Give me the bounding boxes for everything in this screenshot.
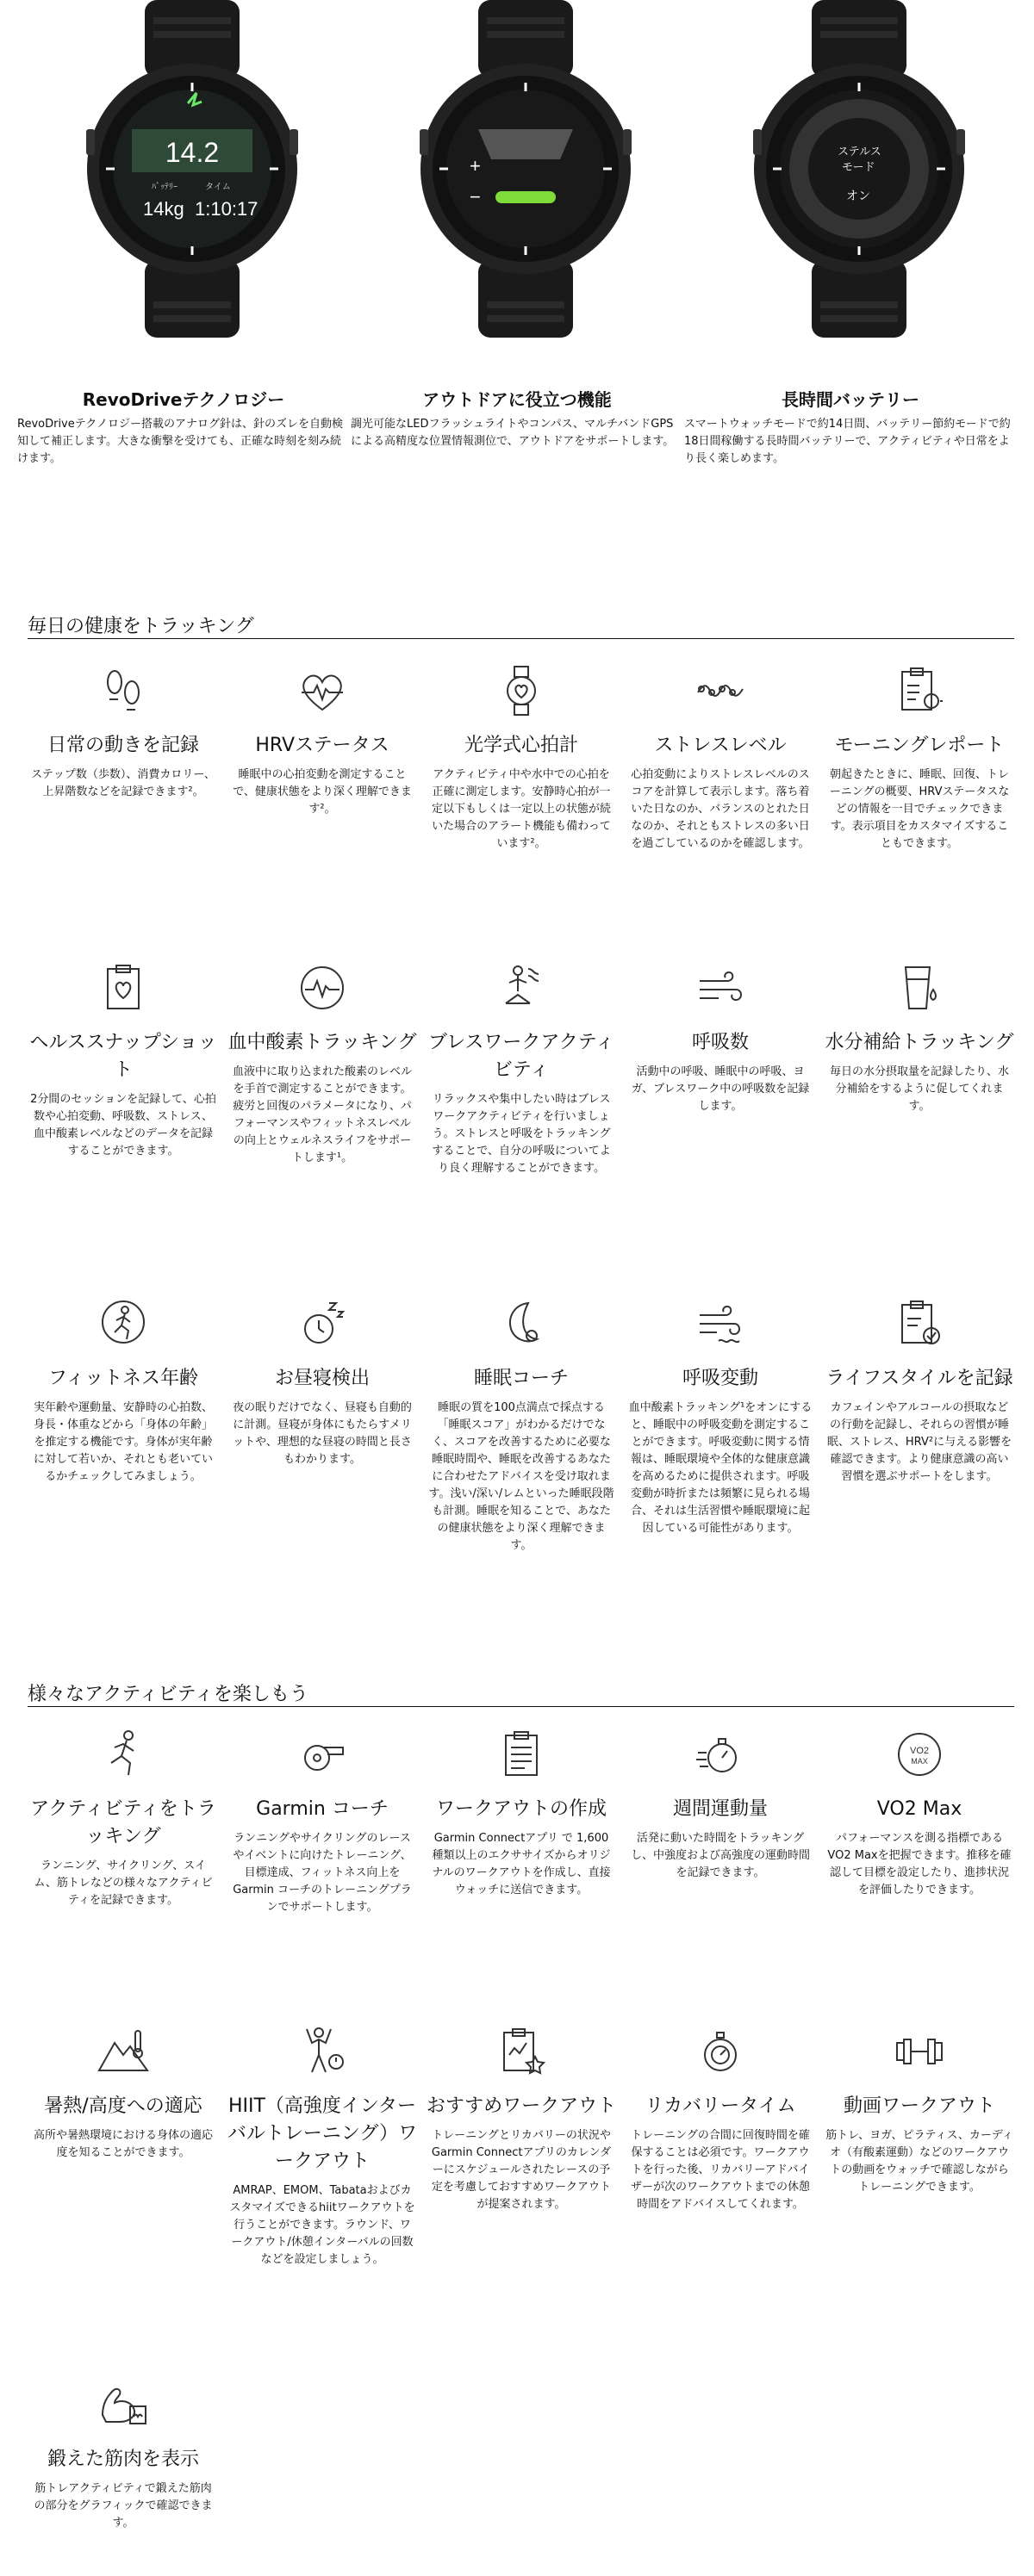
svg-text:VO2: VO2	[909, 1746, 930, 1756]
feature-title: 光学式心拍計	[464, 735, 578, 756]
lifestyle-log-icon	[892, 1296, 947, 1351]
running-figure-icon	[96, 1296, 151, 1351]
feature-title: ワークアウトの作成	[435, 1798, 607, 1820]
feature-description: 睡眠中の心拍変動を測定することで、健康状態をより深く理解できます²。	[233, 768, 412, 816]
svg-text:MAX: MAX	[911, 1757, 928, 1766]
feature-description: 血中酸素トラッキング¹をオンにすると、睡眠中の呼吸変動を測定することができます。呼吸変動に関する情報は、睡眠環境や全体的な健康意識を高めるために提供されます。呼吸変動が時折または頻繁に見られる場合、それは生活習慣や睡眠環境に起因している可能性があります。	[628, 1401, 813, 1535]
feature-description: 活発に動いた時間をトラッキングし、中強度および高強度の運動時間を記録できます。	[630, 1832, 810, 1879]
feature-vo2max	[822, 1727, 1017, 1899]
whistle-icon	[295, 1727, 350, 1782]
feature-description: AMRAP、EMOM、Tabataおよびカスタマイズできるhiitワークアウトを行うことができます。ラウンド、ワークアウト/休憩インターバルの回数などを設定しましょう。	[229, 2184, 415, 2266]
feature-workout-builder	[424, 1727, 619, 1899]
feature-description: ランニング、サイクリング、スイム、筋トレなどの様々なアクティビティを記録できます。	[34, 1859, 213, 1907]
feature-animated-workouts	[822, 2024, 1017, 2196]
feature-activity-tracking	[26, 1727, 221, 1909]
section-divider	[28, 638, 1014, 639]
feature-description: 実年齢や運動量、安静時の心拍数、身長・体重などから「身体の年齢」を推定する機能です。身体が実年齢に対して若いか、それとも老いているかチェックしてみましょう。	[33, 1401, 213, 1483]
feature-description: トレーニングとリカバリーの状況やGarmin Connectアプリのカレンダーにスケジュールされたレースの予定を考慮しておすすめワークアウトが提案されます。	[431, 2129, 612, 2211]
feature-description: 活動中の呼吸、睡眠中の呼吸、ヨガ、ブレスワーク中の呼吸数を記録します。	[631, 1065, 810, 1113]
stress-wave-icon	[693, 663, 748, 718]
feature-stress	[623, 663, 818, 853]
heat-altitude-icon	[96, 2024, 151, 2079]
feature-health-snapshot	[26, 960, 221, 1160]
feature-description: 血液中に取り込まれた酸素のレベルを手首で測定することができます。疲労と回復のパラメータになり、パフォーマンスやフィットネスレベルの向上とウェルネスライフをサポートします¹。	[232, 1065, 412, 1164]
feature-fitness-age	[26, 1296, 221, 1486]
feature-description: トレーニングの合間に回復時間を確保することは必須です。ワークアウトを行った後、リカバリーアドバイザーが次のワークアウトまでの休憩時間をアドバイスしてくれます。	[630, 2129, 810, 2211]
feature-pulse-ox	[225, 960, 420, 1167]
feature-description: ランニングやサイクリングのレースやイベントに向けたトレーニング、目標達成、フィットネス向上をGarmin コーチのトレーニングプランでサポートします。	[233, 1832, 412, 1914]
feature-respiration	[623, 960, 818, 1115]
feature-title: 血中酸素トラッキング	[227, 1032, 417, 1053]
nap-icon	[295, 1296, 350, 1351]
breathwork-icon	[494, 960, 549, 1015]
pulse-ox-icon	[295, 960, 350, 1015]
feature-description: 毎日の水分摂取量を記録したり、水分補給をするように促してくれます。	[829, 1065, 1009, 1113]
feature-description: 心拍変動によりストレスレベルのスコアを計算して表示します。落ち着いた日なのか、バランスのとれた日なのか、それともストレスの多い日を過ごしているのかを確認します。	[631, 768, 810, 850]
feature-lifestyle-logging	[822, 1296, 1017, 1486]
feature-description: 筋トレアクティビティで鍛えた筋肉の部分をグラフィックで確認できます。	[34, 2482, 213, 2529]
feature-title: 呼吸数	[691, 1032, 749, 1053]
feature-title: お昼寝検出	[274, 1368, 370, 1389]
feature-title: 週間運動量	[672, 1798, 768, 1820]
clipboard-heart-icon	[96, 960, 151, 1015]
feature-title: フィットネス年齢	[47, 1368, 199, 1389]
feature-title: 鍛えた筋肉を表示	[47, 2449, 199, 2470]
feature-title: HRVステータス	[255, 735, 389, 756]
watch-screen-mode-2: モード	[842, 160, 875, 173]
hrv-heart-icon	[295, 663, 350, 718]
feature-muscle-map	[26, 2377, 221, 2532]
feature-nap-detection	[225, 1296, 420, 1468]
feature-heat-altitude	[26, 2024, 221, 2162]
feature-title: HIIT（高強度インターバルトレーニング）ワークアウト	[227, 2095, 418, 2172]
recovery-timer-icon	[693, 2024, 748, 2079]
watch-screen-label: ﾊﾞｯﾃﾘｰ	[152, 183, 178, 192]
watch-screen-value: 14.2	[165, 137, 220, 168]
section-title-health: 毎日の健康をトラッキング	[28, 616, 254, 637]
feature-sleep-coach	[424, 1296, 619, 1555]
feature-morning-report	[822, 663, 1017, 853]
feature-description: 筋トレ、ヨガ、ピラティス、カーディオ（有酸素運動）などのワークアウトの動画をウォッチで確認しながらトレーニングできます。	[825, 2129, 1013, 2194]
hero-section	[0, 0, 1034, 482]
watch-screen-on: オン	[846, 189, 870, 202]
feature-title: 水分補給トラッキング	[825, 1032, 1014, 1053]
watch-heart-icon	[494, 663, 549, 718]
feature-title: ライフスタイルを記録	[825, 1368, 1013, 1389]
morning-report-icon	[892, 663, 947, 718]
feature-title: 睡眠コーチ	[473, 1368, 569, 1389]
feature-title: おすすめワークアウト	[426, 2095, 617, 2117]
feature-title: モーニングレポート	[834, 735, 1005, 756]
feature-title: Garmin コーチ	[256, 1798, 389, 1820]
feature-description: 睡眠の質を100点満点で採点する「睡眠スコア」がわかるだけでなく、スコアを改善するために必要な睡眠時間や、睡眠を改善するあなたに合わせたアドバイスを受け取れます。浅い/深い/レムといった睡眠段階も計測。睡眠を知ることで、あなたの健康状態をより深く理解できます。	[428, 1401, 614, 1552]
muscle-map-icon	[96, 2377, 151, 2432]
feature-recovery-time	[623, 2024, 818, 2213]
sleep-moon-icon	[494, 1296, 549, 1351]
hiit-figure-icon	[295, 2024, 350, 2079]
feature-description: 朝起きたときに、睡眠、回復、トレーニングの概要、HRVステータスなどの情報を一目でチェックできます。表示項目をカスタマイズすることもできます。	[829, 768, 1010, 850]
hero-description: スマートウォッチモードで約14日間、バッテリー節約モードで約18日間稼働する長時間バッテリーで、アクティビティや日常をより長く楽しめます。	[684, 418, 1011, 465]
section-title-activity: 様々なアクティビティを楽しもう	[28, 1684, 308, 1705]
feature-breathwork	[424, 960, 619, 1177]
feature-title: アクティビティをトラッキング	[30, 1798, 216, 1847]
feature-hydration	[822, 960, 1017, 1115]
feature-description: アクティビティ中や水中での心拍を正確に測定します。安静時心拍が一定以下もしくは一定以上の状態が続いた場合のアラート機能も備わっています²。	[431, 768, 611, 850]
water-glass-icon	[892, 960, 947, 1015]
feature-title: リカバリータイム	[645, 2095, 796, 2117]
feature-description: 高所や暑熱環境における身体の適応度を知ることができます。	[33, 2129, 213, 2159]
watch-image-battery	[751, 0, 967, 338]
stopwatch-icon	[693, 1727, 748, 1782]
watch-image-revodrive	[84, 0, 300, 338]
feature-title: VO2 Max	[876, 1798, 962, 1820]
feature-breathing-variation	[623, 1296, 818, 1537]
feature-intensity-minutes	[623, 1727, 818, 1882]
feature-suggested-workouts	[424, 2024, 619, 2213]
vo2max-icon	[892, 1727, 947, 1782]
hero-description: RevoDriveテクノロジー搭載のアナログ針は、針のズレを自動検知して補正します。大きな衝撃を受けても、正確な時刻を刻み続けます。	[17, 418, 343, 465]
feature-hiit	[225, 2024, 420, 2269]
watch-screen-plus: +	[470, 155, 481, 177]
activity-runner-icon	[96, 1727, 151, 1782]
hero-title: アウトドアに役立つ機能	[422, 389, 612, 410]
watch-screen-mode: ステルス	[838, 145, 881, 158]
watch-screen-value-2: 14kg	[143, 198, 184, 220]
footsteps-icon	[96, 663, 151, 718]
suggested-workout-icon	[494, 2024, 549, 2079]
wind-icon	[693, 960, 748, 1015]
feature-description: 2分間のセッションを記録して、心拍数や心拍変動、呼吸数、ストレス、血中酸素レベルなどのデータを記録することができます。	[30, 1093, 216, 1158]
feature-title: 呼吸変動	[682, 1368, 758, 1389]
watch-image-outdoor	[418, 0, 633, 338]
feature-title: 暑熱/高度への適応	[44, 2095, 202, 2117]
hero-title: RevoDriveテクノロジー	[82, 389, 285, 410]
hero-title: 長時間バッテリー	[782, 389, 919, 410]
feature-title: ブレスワークアクティビティ	[427, 1032, 615, 1081]
section-divider	[28, 1706, 1014, 1707]
feature-garmin-coach	[225, 1727, 420, 1916]
watch-screen-minus: −	[470, 186, 481, 208]
feature-description: リラックスや集中したい時はブレスワークアクティビティを行いましょう。ストレスと呼吸をトラッキングすることで、自分の呼吸についてより良く理解することができます。	[432, 1093, 611, 1175]
feature-description: ステップ数（歩数）、消費カロリー、上昇階数などを記録できます²。	[31, 768, 215, 798]
feature-hrv-status	[225, 663, 420, 818]
feature-daily-activity	[26, 663, 221, 801]
watch-screen-value-3: 1:10:17	[195, 198, 258, 220]
feature-description: パフォーマンスを測る指標であるVO2 Maxを把握できます。推移を確認して目標を設定したり、進捗状況を評価したりできます。	[827, 1832, 1012, 1896]
watch-screen-label-2: タイム	[205, 183, 231, 192]
workout-clipboard-icon	[494, 1727, 549, 1782]
feature-description: カフェインやアルコールの摂取などの行動を記録し、それらの習慣が睡眠、ストレス、HRV²に与える影響を確認できます。より健康意識の高い習慣を選ぶサポートをします。	[826, 1401, 1012, 1483]
feature-title: ヘルススナップショット	[29, 1032, 217, 1081]
feature-description: 夜の眠りだけでなく、昼寝も自動的に計測。昼寝が身体にもたらすメリットや、理想的な昼寝の時間と長さもわかります。	[233, 1401, 412, 1466]
dumbbell-icon	[892, 2024, 947, 2079]
feature-title: 動画ワークアウト	[843, 2095, 995, 2117]
breathing-variation-icon	[693, 1296, 748, 1351]
feature-description: Garmin Connectアプリ で 1,600 種類以上のエクササイズからオリジナルのワークアウトを作成し、直接ウォッチに送信できます。	[432, 1832, 611, 1896]
hero-description: 調光可能なLEDフラッシュライトやコンパス、マルチバンドGPSによる高精度な位置情報測位で、アウトドアをサポートします。	[351, 418, 675, 448]
feature-title: ストレスレベル	[654, 735, 787, 756]
feature-optical-hr	[424, 663, 619, 853]
feature-title: 日常の動きを記録	[47, 735, 199, 756]
